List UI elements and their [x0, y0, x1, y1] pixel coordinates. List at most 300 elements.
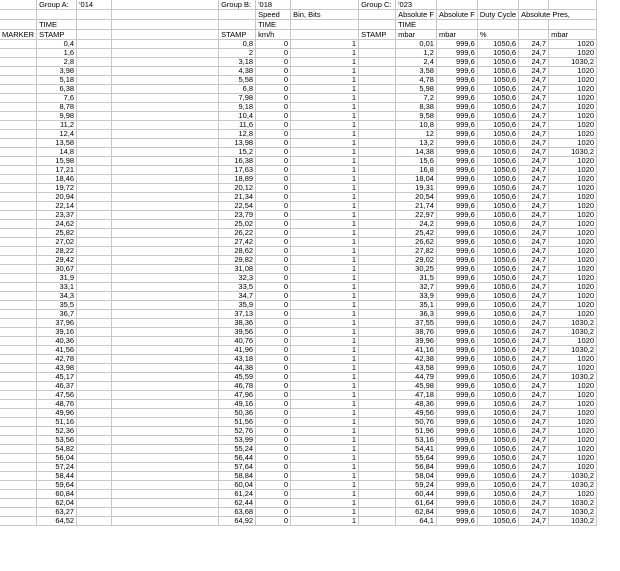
empty-cell[interactable] [359, 355, 396, 364]
data-cell[interactable]: 1050,6 [477, 274, 518, 283]
data-cell[interactable]: 0 [256, 256, 291, 265]
data-cell[interactable]: 1030,2 [549, 319, 597, 328]
empty-cell[interactable] [112, 76, 219, 85]
data-cell[interactable]: 999,6 [436, 283, 477, 292]
empty-cell[interactable] [0, 346, 37, 355]
mbar-unit-2[interactable]: mbar [436, 30, 477, 40]
data-cell[interactable]: 60,84 [37, 490, 77, 499]
data-cell[interactable]: 62,04 [37, 499, 77, 508]
data-cell[interactable]: 0 [256, 247, 291, 256]
data-cell[interactable]: 1 [291, 157, 359, 166]
empty-cell[interactable] [359, 247, 396, 256]
data-cell[interactable]: 27,82 [396, 247, 437, 256]
data-cell[interactable]: 1 [291, 283, 359, 292]
data-cell[interactable]: 24,7 [519, 328, 549, 337]
data-cell[interactable]: 1050,6 [477, 436, 518, 445]
data-cell[interactable]: 27,02 [37, 238, 77, 247]
data-cell[interactable]: 4,78 [396, 76, 437, 85]
empty-cell[interactable] [112, 364, 219, 373]
data-cell[interactable]: 999,6 [436, 445, 477, 454]
empty-cell[interactable] [359, 211, 396, 220]
data-cell[interactable]: 24,7 [519, 373, 549, 382]
data-cell[interactable]: 1050,6 [477, 229, 518, 238]
empty-cell[interactable] [77, 346, 112, 355]
data-cell[interactable]: 1 [291, 346, 359, 355]
empty-cell[interactable] [112, 409, 219, 418]
data-cell[interactable]: 36,3 [396, 310, 437, 319]
data-cell[interactable]: 24,7 [519, 148, 549, 157]
empty-cell[interactable] [112, 472, 219, 481]
empty-cell[interactable] [112, 373, 219, 382]
cell[interactable] [77, 10, 112, 20]
data-cell[interactable]: 1020 [549, 265, 597, 274]
data-cell[interactable]: 1050,6 [477, 382, 518, 391]
data-cell[interactable]: 999,6 [436, 76, 477, 85]
data-cell[interactable]: 1050,6 [477, 220, 518, 229]
empty-cell[interactable] [77, 328, 112, 337]
data-cell[interactable]: 1020 [549, 229, 597, 238]
data-cell[interactable]: 1050,6 [477, 175, 518, 184]
data-cell[interactable]: 0 [256, 400, 291, 409]
data-cell[interactable]: 0 [256, 139, 291, 148]
data-cell[interactable]: 15,98 [37, 157, 77, 166]
empty-cell[interactable] [77, 40, 112, 49]
data-cell[interactable]: 0 [256, 463, 291, 472]
data-cell[interactable]: 1050,6 [477, 157, 518, 166]
data-cell[interactable]: 24,7 [519, 247, 549, 256]
data-cell[interactable]: 1020 [549, 292, 597, 301]
data-cell[interactable]: 14,8 [37, 148, 77, 157]
data-cell[interactable]: 63,27 [37, 508, 77, 517]
data-cell[interactable]: 999,6 [436, 58, 477, 67]
data-cell[interactable]: 0 [256, 472, 291, 481]
empty-cell[interactable] [359, 94, 396, 103]
data-cell[interactable]: 999,6 [436, 121, 477, 130]
data-cell[interactable]: 0 [256, 517, 291, 526]
empty-cell[interactable] [0, 310, 37, 319]
cell[interactable] [77, 30, 112, 40]
empty-cell[interactable] [112, 427, 219, 436]
data-cell[interactable]: 1 [291, 103, 359, 112]
data-cell[interactable]: 13,58 [37, 139, 77, 148]
empty-cell[interactable] [359, 193, 396, 202]
cell[interactable] [549, 20, 597, 30]
data-cell[interactable]: 33,5 [219, 283, 256, 292]
data-cell[interactable]: 0 [256, 301, 291, 310]
data-cell[interactable]: 1050,6 [477, 238, 518, 247]
data-cell[interactable]: 42,78 [37, 355, 77, 364]
empty-cell[interactable] [112, 400, 219, 409]
data-cell[interactable]: 999,6 [436, 139, 477, 148]
empty-cell[interactable] [0, 328, 37, 337]
data-cell[interactable]: 1050,6 [477, 283, 518, 292]
data-cell[interactable]: 999,6 [436, 265, 477, 274]
empty-cell[interactable] [0, 49, 37, 58]
data-cell[interactable]: 24,7 [519, 40, 549, 49]
empty-cell[interactable] [77, 220, 112, 229]
cell[interactable] [436, 20, 477, 30]
empty-cell[interactable] [112, 436, 219, 445]
data-cell[interactable]: 1 [291, 184, 359, 193]
data-cell[interactable]: 29,42 [37, 256, 77, 265]
empty-cell[interactable] [112, 391, 219, 400]
data-cell[interactable]: 1 [291, 265, 359, 274]
data-cell[interactable]: 1 [291, 310, 359, 319]
data-cell[interactable]: 1 [291, 481, 359, 490]
data-cell[interactable]: 0 [256, 391, 291, 400]
data-cell[interactable]: 35,1 [396, 301, 437, 310]
data-cell[interactable]: 62,44 [219, 499, 256, 508]
empty-cell[interactable] [77, 445, 112, 454]
data-cell[interactable]: 1 [291, 202, 359, 211]
data-cell[interactable]: 18,46 [37, 175, 77, 184]
empty-cell[interactable] [0, 409, 37, 418]
data-cell[interactable]: 0 [256, 292, 291, 301]
data-cell[interactable]: 24,7 [519, 319, 549, 328]
data-cell[interactable]: 42,38 [396, 355, 437, 364]
cell[interactable] [359, 20, 396, 30]
data-cell[interactable]: 1 [291, 517, 359, 526]
data-cell[interactable]: 24,7 [519, 355, 549, 364]
data-cell[interactable]: 34,7 [219, 292, 256, 301]
data-cell[interactable]: 1020 [549, 85, 597, 94]
empty-cell[interactable] [77, 211, 112, 220]
data-cell[interactable]: 5,58 [219, 76, 256, 85]
data-cell[interactable]: 0 [256, 364, 291, 373]
data-cell[interactable]: 999,6 [436, 220, 477, 229]
data-cell[interactable]: 1 [291, 427, 359, 436]
data-cell[interactable]: 999,6 [436, 310, 477, 319]
data-cell[interactable]: 1 [291, 193, 359, 202]
data-cell[interactable]: 24,7 [519, 472, 549, 481]
data-cell[interactable]: 1050,6 [477, 40, 518, 49]
empty-cell[interactable] [112, 283, 219, 292]
empty-cell[interactable] [0, 292, 37, 301]
empty-cell[interactable] [77, 148, 112, 157]
data-cell[interactable]: 0 [256, 283, 291, 292]
empty-cell[interactable] [0, 40, 37, 49]
data-cell[interactable]: 999,6 [436, 94, 477, 103]
empty-cell[interactable] [0, 391, 37, 400]
empty-cell[interactable] [0, 301, 37, 310]
empty-cell[interactable] [77, 76, 112, 85]
data-cell[interactable]: 12,8 [219, 130, 256, 139]
data-cell[interactable]: 7,2 [396, 94, 437, 103]
empty-cell[interactable] [112, 481, 219, 490]
empty-cell[interactable] [112, 382, 219, 391]
data-cell[interactable]: 1050,6 [477, 184, 518, 193]
data-cell[interactable]: 24,7 [519, 499, 549, 508]
empty-cell[interactable] [0, 247, 37, 256]
data-cell[interactable]: 1 [291, 85, 359, 94]
data-cell[interactable]: 58,84 [219, 472, 256, 481]
data-cell[interactable]: 37,96 [37, 319, 77, 328]
data-cell[interactable]: 1 [291, 175, 359, 184]
data-cell[interactable]: 6,8 [219, 85, 256, 94]
data-cell[interactable]: 41,16 [396, 346, 437, 355]
data-cell[interactable]: 24,7 [519, 211, 549, 220]
empty-cell[interactable] [77, 472, 112, 481]
empty-cell[interactable] [77, 301, 112, 310]
data-cell[interactable]: 23,79 [219, 211, 256, 220]
data-cell[interactable]: 51,16 [37, 418, 77, 427]
data-cell[interactable]: 1 [291, 463, 359, 472]
data-cell[interactable]: 1 [291, 247, 359, 256]
data-cell[interactable]: 22,97 [396, 211, 437, 220]
cell[interactable] [477, 0, 518, 10]
data-cell[interactable]: 999,6 [436, 301, 477, 310]
data-cell[interactable]: 0 [256, 166, 291, 175]
empty-cell[interactable] [112, 49, 219, 58]
data-cell[interactable]: 39,96 [396, 337, 437, 346]
data-cell[interactable]: 52,76 [219, 427, 256, 436]
data-cell[interactable]: 1020 [549, 463, 597, 472]
data-cell[interactable]: 0 [256, 265, 291, 274]
data-cell[interactable]: 1 [291, 391, 359, 400]
group-b-label[interactable]: Group B: [219, 0, 256, 10]
data-cell[interactable]: 1030,2 [549, 346, 597, 355]
empty-cell[interactable] [0, 382, 37, 391]
data-cell[interactable]: 1020 [549, 400, 597, 409]
data-cell[interactable]: 1050,6 [477, 346, 518, 355]
data-cell[interactable]: 1050,6 [477, 49, 518, 58]
data-cell[interactable]: 56,84 [396, 463, 437, 472]
data-cell[interactable]: 1 [291, 49, 359, 58]
data-cell[interactable]: 999,6 [436, 193, 477, 202]
data-cell[interactable]: 0 [256, 499, 291, 508]
empty-cell[interactable] [0, 355, 37, 364]
data-cell[interactable]: 4,38 [219, 67, 256, 76]
data-cell[interactable]: 1,6 [37, 49, 77, 58]
data-cell[interactable]: 60,44 [396, 490, 437, 499]
empty-cell[interactable] [359, 157, 396, 166]
empty-cell[interactable] [112, 112, 219, 121]
data-cell[interactable]: 18,04 [396, 175, 437, 184]
data-cell[interactable]: 999,6 [436, 175, 477, 184]
empty-cell[interactable] [0, 184, 37, 193]
empty-cell[interactable] [77, 454, 112, 463]
empty-cell[interactable] [0, 427, 37, 436]
data-cell[interactable]: 1050,6 [477, 130, 518, 139]
empty-cell[interactable] [112, 418, 219, 427]
data-cell[interactable]: 24,7 [519, 49, 549, 58]
data-cell[interactable]: 1030,2 [549, 517, 597, 526]
data-cell[interactable]: 1050,6 [477, 148, 518, 157]
data-cell[interactable]: 25,82 [37, 229, 77, 238]
data-cell[interactable]: 24,7 [519, 58, 549, 67]
data-cell[interactable]: 39,56 [219, 328, 256, 337]
data-cell[interactable]: 1050,6 [477, 112, 518, 121]
data-cell[interactable]: 1 [291, 274, 359, 283]
data-cell[interactable]: 1020 [549, 121, 597, 130]
data-cell[interactable]: 9,58 [396, 112, 437, 121]
data-cell[interactable]: 5,98 [396, 85, 437, 94]
data-cell[interactable]: 999,6 [436, 481, 477, 490]
data-cell[interactable]: 1020 [549, 112, 597, 121]
mbar-unit-3[interactable]: mbar [549, 30, 597, 40]
data-cell[interactable]: 29,02 [396, 256, 437, 265]
data-cell[interactable]: 25,42 [396, 229, 437, 238]
data-cell[interactable]: 24,7 [519, 202, 549, 211]
data-cell[interactable]: 40,76 [219, 337, 256, 346]
data-cell[interactable]: 64,1 [396, 517, 437, 526]
data-cell[interactable]: 999,6 [436, 382, 477, 391]
empty-cell[interactable] [77, 184, 112, 193]
time-header-b-1[interactable]: TIME [256, 20, 291, 30]
data-cell[interactable]: 999,6 [436, 319, 477, 328]
data-cell[interactable]: 31,9 [37, 274, 77, 283]
data-cell[interactable]: 1 [291, 337, 359, 346]
empty-cell[interactable] [0, 130, 37, 139]
data-cell[interactable]: 1 [291, 373, 359, 382]
empty-cell[interactable] [0, 238, 37, 247]
data-cell[interactable]: 13,98 [219, 139, 256, 148]
empty-cell[interactable] [359, 40, 396, 49]
data-cell[interactable]: 0 [256, 229, 291, 238]
data-cell[interactable]: 24,7 [519, 238, 549, 247]
data-cell[interactable]: 1050,6 [477, 265, 518, 274]
data-cell[interactable]: 24,7 [519, 112, 549, 121]
empty-cell[interactable] [112, 166, 219, 175]
data-cell[interactable]: 48,36 [396, 400, 437, 409]
data-cell[interactable]: 64,52 [37, 517, 77, 526]
data-cell[interactable]: 999,6 [436, 202, 477, 211]
empty-cell[interactable] [77, 58, 112, 67]
data-cell[interactable]: 57,24 [37, 463, 77, 472]
data-cell[interactable]: 999,6 [436, 49, 477, 58]
empty-cell[interactable] [359, 391, 396, 400]
data-cell[interactable]: 0 [256, 373, 291, 382]
empty-cell[interactable] [77, 382, 112, 391]
data-cell[interactable]: 0 [256, 112, 291, 121]
group-b-id[interactable]: '018 [256, 0, 291, 10]
data-cell[interactable]: 1020 [549, 130, 597, 139]
data-cell[interactable]: 46,78 [219, 382, 256, 391]
data-cell[interactable]: 1050,6 [477, 247, 518, 256]
data-cell[interactable]: 0 [256, 409, 291, 418]
data-cell[interactable]: 54,41 [396, 445, 437, 454]
empty-cell[interactable] [112, 256, 219, 265]
empty-cell[interactable] [0, 112, 37, 121]
empty-cell[interactable] [77, 436, 112, 445]
data-cell[interactable]: 33,1 [37, 283, 77, 292]
empty-cell[interactable] [112, 175, 219, 184]
cell[interactable] [219, 10, 256, 20]
data-cell[interactable]: 3,98 [37, 67, 77, 76]
empty-cell[interactable] [0, 283, 37, 292]
data-cell[interactable]: 1050,6 [477, 508, 518, 517]
empty-cell[interactable] [77, 274, 112, 283]
data-cell[interactable]: 1030,2 [549, 328, 597, 337]
data-cell[interactable]: 1 [291, 256, 359, 265]
marker-header[interactable]: MARKER [0, 30, 37, 40]
cell[interactable] [219, 20, 256, 30]
data-cell[interactable]: 53,16 [396, 436, 437, 445]
data-cell[interactable]: 37,13 [219, 310, 256, 319]
empty-cell[interactable] [112, 517, 219, 526]
data-cell[interactable]: 1020 [549, 184, 597, 193]
data-cell[interactable]: 45,98 [396, 382, 437, 391]
data-cell[interactable]: 50,36 [219, 409, 256, 418]
data-cell[interactable]: 54,82 [37, 445, 77, 454]
empty-cell[interactable] [359, 265, 396, 274]
data-cell[interactable]: 0 [256, 40, 291, 49]
data-cell[interactable]: 1020 [549, 256, 597, 265]
data-cell[interactable]: 44,79 [396, 373, 437, 382]
empty-cell[interactable] [112, 211, 219, 220]
data-cell[interactable]: 1 [291, 490, 359, 499]
empty-cell[interactable] [112, 310, 219, 319]
empty-cell[interactable] [112, 40, 219, 49]
data-cell[interactable]: 24,7 [519, 274, 549, 283]
data-cell[interactable]: 1050,6 [477, 85, 518, 94]
empty-cell[interactable] [359, 220, 396, 229]
data-cell[interactable]: 43,18 [219, 355, 256, 364]
data-cell[interactable]: 999,6 [436, 472, 477, 481]
data-cell[interactable]: 53,99 [219, 436, 256, 445]
data-cell[interactable]: 14,38 [396, 148, 437, 157]
data-cell[interactable]: 1020 [549, 418, 597, 427]
empty-cell[interactable] [359, 238, 396, 247]
cell[interactable] [112, 20, 219, 30]
empty-cell[interactable] [112, 148, 219, 157]
empty-cell[interactable] [112, 238, 219, 247]
data-cell[interactable]: 1 [291, 94, 359, 103]
time-header-c-1[interactable]: TIME [396, 20, 437, 30]
data-cell[interactable]: 1020 [549, 103, 597, 112]
data-cell[interactable]: 20,12 [219, 184, 256, 193]
data-cell[interactable]: 11,2 [37, 121, 77, 130]
data-cell[interactable]: 1050,6 [477, 256, 518, 265]
data-cell[interactable]: 37,55 [396, 319, 437, 328]
data-cell[interactable]: 1020 [549, 202, 597, 211]
data-cell[interactable]: 24,7 [519, 508, 549, 517]
empty-cell[interactable] [359, 517, 396, 526]
empty-cell[interactable] [359, 454, 396, 463]
empty-cell[interactable] [77, 130, 112, 139]
data-cell[interactable]: 0 [256, 310, 291, 319]
data-cell[interactable]: 1 [291, 166, 359, 175]
empty-cell[interactable] [0, 454, 37, 463]
data-cell[interactable]: 61,64 [396, 499, 437, 508]
data-cell[interactable]: 24,7 [519, 94, 549, 103]
empty-cell[interactable] [112, 220, 219, 229]
data-cell[interactable]: 23,37 [37, 211, 77, 220]
data-cell[interactable]: 1 [291, 418, 359, 427]
data-cell[interactable]: 0 [256, 337, 291, 346]
data-cell[interactable]: 24,2 [396, 220, 437, 229]
data-cell[interactable]: 24,7 [519, 517, 549, 526]
data-cell[interactable]: 24,7 [519, 157, 549, 166]
empty-cell[interactable] [112, 139, 219, 148]
empty-cell[interactable] [77, 364, 112, 373]
data-cell[interactable]: 20,94 [37, 193, 77, 202]
data-cell[interactable]: 999,6 [436, 67, 477, 76]
data-cell[interactable]: 64,92 [219, 517, 256, 526]
empty-cell[interactable] [0, 364, 37, 373]
data-cell[interactable]: 1050,6 [477, 301, 518, 310]
cell[interactable] [549, 0, 597, 10]
data-cell[interactable]: 999,6 [436, 157, 477, 166]
data-cell[interactable]: 1020 [549, 49, 597, 58]
data-cell[interactable]: 33,9 [396, 292, 437, 301]
data-cell[interactable]: 1020 [549, 490, 597, 499]
data-cell[interactable]: 0 [256, 490, 291, 499]
data-cell[interactable]: 62,84 [396, 508, 437, 517]
empty-cell[interactable] [112, 265, 219, 274]
data-cell[interactable]: 0 [256, 346, 291, 355]
data-cell[interactable]: 1 [291, 130, 359, 139]
